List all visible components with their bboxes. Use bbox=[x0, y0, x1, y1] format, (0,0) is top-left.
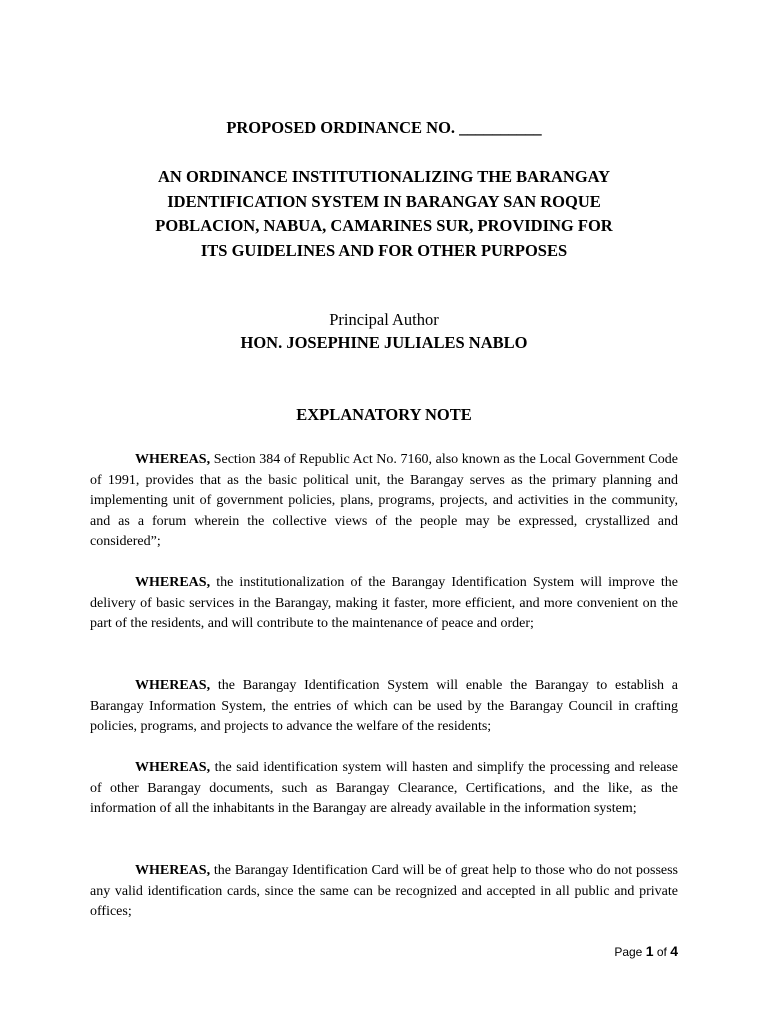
whereas-paragraph bbox=[90, 450, 678, 553]
whereas-lead: WHEREAS, bbox=[135, 760, 211, 775]
ordinance-number: PROPOSED ORDINANCE NO. __________ bbox=[226, 118, 542, 137]
whereas-paragraph bbox=[90, 758, 678, 820]
whereas-text: Section 384 of Republic Act No. 7160, also known as the Local Government Code of 1991, provides that as the basic political unit, the Barangay serves as the primary planning and implementing unit of government policies, plans, programs, projects, and activities in the community, and as a forum wherein the collective views of the people may be expressed, crystallized and considered”; bbox=[90, 452, 679, 550]
whereas-paragraph bbox=[90, 573, 678, 635]
title-line: IDENTIFICATION SYSTEM IN BARANGAY SAN ROQUE bbox=[167, 191, 601, 211]
title-line: POBLACION, NABUA, CAMARINES SUR, PROVIDING FOR bbox=[155, 216, 613, 235]
ordinance-title bbox=[90, 165, 678, 263]
author-name: HON. JOSEPHINE JULIALES NABLO bbox=[240, 333, 528, 352]
whereas-text: the said identification system will hasten and simplify the processing and release of other Barangay documents, such as Barangay Clearance, Certifications, and the like, as the information of all the inhabitants in the Barangay are already available in the information system; bbox=[90, 760, 679, 817]
title-line: ITS GUIDELINES AND FOR OTHER PURPOSES bbox=[200, 240, 568, 260]
whereas-lead: WHEREAS, bbox=[135, 678, 211, 693]
whereas-paragraph bbox=[90, 676, 678, 738]
page-word: Page bbox=[614, 945, 643, 959]
whereas-text: the institutionalization of the Barangay Identification System will improve the delivery of basic services in the Barangay, making it faster, more efficient, and more convenient on the part of the residents, and will contribute to the maintenance of peace and order; bbox=[90, 575, 678, 632]
title-line: AN ORDINANCE INSTITUTIONALIZING THE BARANGAY bbox=[157, 167, 610, 186]
whereas-lead: WHEREAS, bbox=[135, 863, 211, 878]
whereas-text: the Barangay Identification System will enable the Barangay to establish a Barangay Information System, the entries of which can be used by the Barangay Council in crafting policies, programs, and projects to advance the welfare of the residents; bbox=[90, 678, 678, 735]
whereas-paragraph bbox=[90, 861, 678, 923]
whereas-text: the Barangay Identification Card will be of great help to those who do not possess any valid identification cards, since the same can be recognized and accepted in all public and private offices; bbox=[90, 863, 679, 920]
total-pages-number: 4 bbox=[670, 943, 678, 959]
of-word: of bbox=[656, 945, 667, 959]
whereas-lead: WHEREAS, bbox=[135, 452, 211, 467]
explanatory-note-heading: EXPLANATORY NOTE bbox=[296, 405, 472, 424]
current-page-number: 1 bbox=[645, 943, 654, 959]
author-label: Principal Author bbox=[329, 310, 439, 329]
whereas-lead: WHEREAS, bbox=[135, 575, 211, 590]
page-number-footer bbox=[614, 941, 678, 962]
